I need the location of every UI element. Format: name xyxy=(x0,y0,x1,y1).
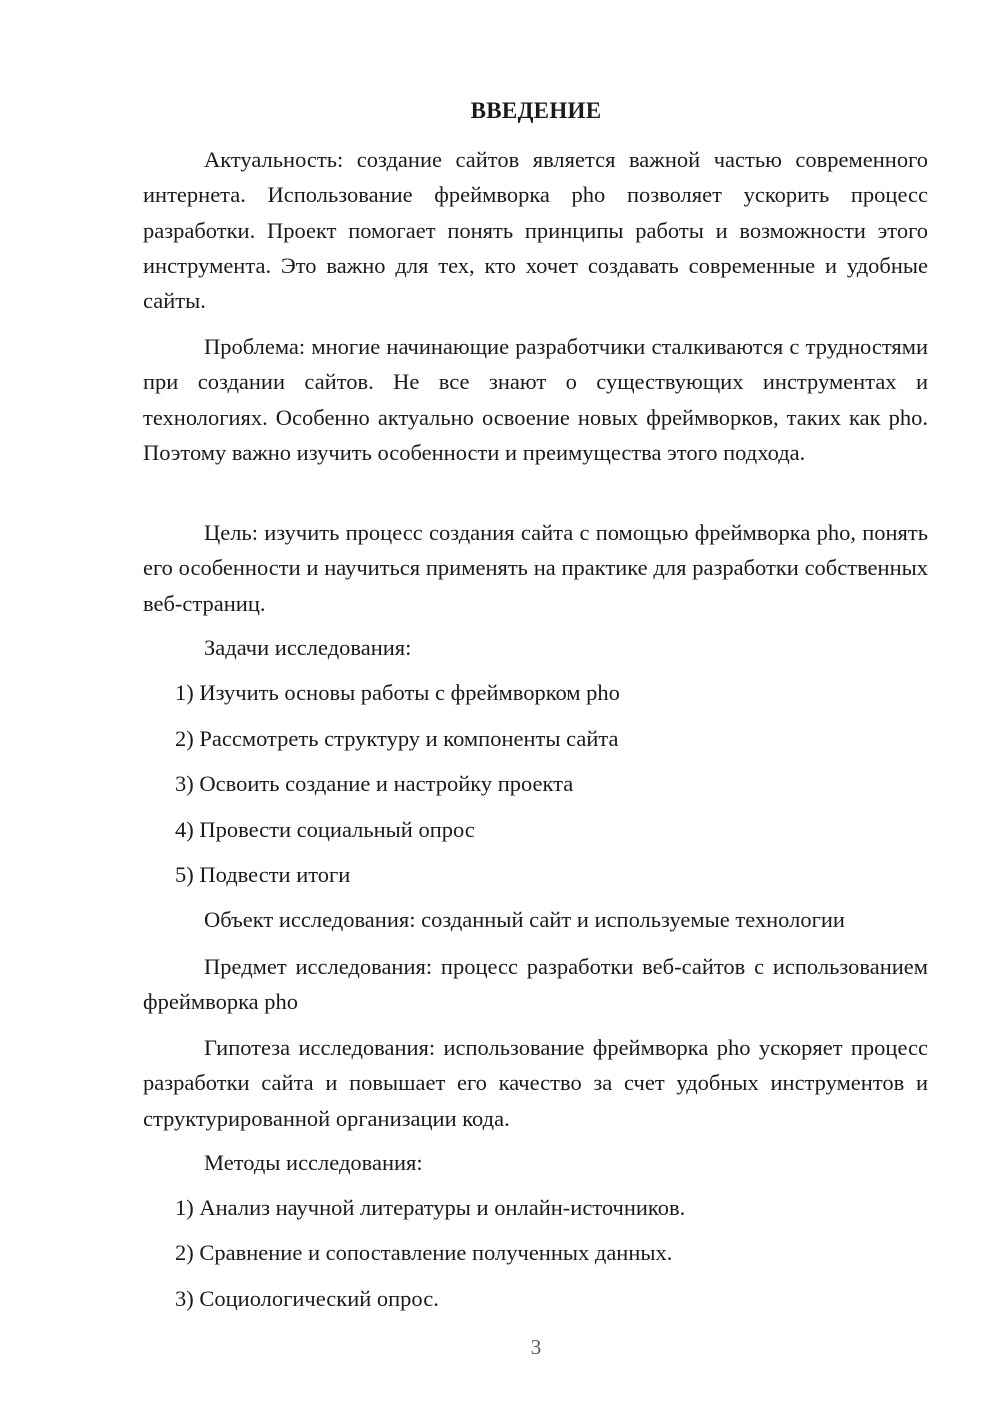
task-item: 3) Освоить создание и настройку проекта xyxy=(175,771,574,796)
task-item: 4) Провести социальный опрос xyxy=(175,817,475,842)
object-line: Объект исследования: созданный сайт и используемые технологии xyxy=(204,907,845,932)
page-number: 3 xyxy=(530,1335,542,1359)
page-title: ВВЕДЕНИЕ xyxy=(470,98,602,123)
subject-paragraph: Предмет исследования: процесс разработки веб-сайтов с использованием фреймворка pho xyxy=(143,954,928,1015)
method-item: 1) Анализ научной литературы и онлайн-источников. xyxy=(175,1195,686,1220)
hypothesis-paragraph: Гипотеза исследования: использование фреймворка pho ускоряет процесс разработки сайта и повышает его качество за счет удобных инструментов и структурированной организации кода. xyxy=(143,1035,928,1131)
task-item: 1) Изучить основы работы с фреймворком pho xyxy=(175,680,620,705)
relevance-paragraph: Актуальность: создание сайтов является важной частью современного интернета. Использование фреймворка pho позволяет ускорить процесс разработки. Проект помогает понять принципы работы и возможности этого инструмента. Это важно для тех, кто хочет создавать современные и удобные сайты. xyxy=(143,147,928,314)
goal-paragraph: Цель: изучить процесс создания сайта с помощью фреймворка pho, понять его особенности и научиться применять на практике для разработки собственных веб-страниц. xyxy=(143,520,928,616)
problem-paragraph: Проблема: многие начинающие разработчики сталкиваются с трудностями при создании сайтов. Не все знают о существующих инструментах и технологиях. Особенно актуально освоение новых фреймворков, таких как pho. Поэтому важно изучить особенности и преимущества этого подхода. xyxy=(143,334,928,465)
methods-heading: Методы исследования: xyxy=(204,1150,423,1175)
task-item: 2) Рассмотреть структуру и компоненты сайта xyxy=(175,726,619,751)
tasks-heading: Задачи исследования: xyxy=(204,635,412,660)
method-item: 2) Сравнение и сопоставление полученных данных. xyxy=(175,1240,673,1265)
method-item: 3) Социологический опрос. xyxy=(175,1286,439,1311)
task-item: 5) Подвести итоги xyxy=(175,862,351,887)
